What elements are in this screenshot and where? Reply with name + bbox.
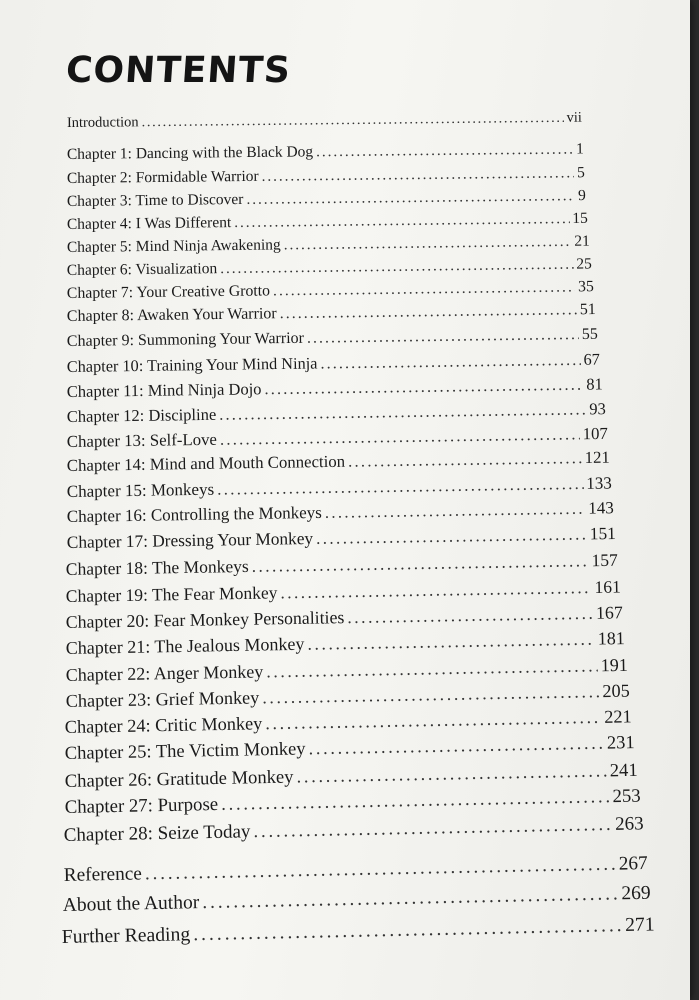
toc-entry-title: Chapter 3: Time to Discover <box>66 190 244 211</box>
toc-entry-page-number: 181 <box>597 628 625 649</box>
dot-leader <box>145 854 616 886</box>
page-title: CONTENTS <box>64 50 293 91</box>
toc-entry <box>67 278 594 303</box>
toc-entry <box>67 374 603 402</box>
toc-entry <box>67 498 614 527</box>
toc-entry-title: Chapter 23: Grief Monkey <box>65 687 260 712</box>
toc-entry <box>65 733 635 765</box>
toc-entry <box>66 577 621 607</box>
dot-leader <box>217 474 583 500</box>
toc-entry-page-number: 253 <box>612 785 641 808</box>
toc-entry <box>67 164 585 188</box>
toc-entry-page-number: 267 <box>618 852 648 875</box>
dot-leader <box>219 399 586 424</box>
toc-entry-title: Chapter 11: Mind Ninja Dojo <box>66 379 262 402</box>
toc-entry-page-number: 15 <box>572 209 588 228</box>
toc-entry-title: Chapter 1: Dancing with the Black Dog <box>66 143 314 164</box>
toc-entry-title: Chapter 18: The Monkeys <box>65 555 249 580</box>
toc-entry <box>67 210 588 234</box>
toc-entry-page-number: 55 <box>581 325 598 343</box>
dot-leader <box>308 734 604 761</box>
dot-leader <box>316 524 587 548</box>
toc-entry-page-number: 231 <box>606 733 635 754</box>
toc-entry <box>67 187 586 211</box>
toc-entry-title: Chapter 10: Training Your Mind Ninja <box>66 353 318 377</box>
dot-leader <box>142 110 564 131</box>
toc-entry-title: Reference <box>63 863 143 887</box>
dot-leader <box>266 655 598 682</box>
toc-entry-page-number: 167 <box>595 602 623 623</box>
toc-entry <box>67 473 612 502</box>
toc-entry <box>67 424 608 452</box>
toc-entry <box>67 524 616 553</box>
toc-entry-title: Chapter 4: I Was Different <box>66 214 232 234</box>
dot-leader <box>246 187 575 209</box>
toc-entry-title: Chapter 6: Visualization <box>66 260 218 280</box>
toc-entry-title: Chapter 24: Critic Monkey <box>64 713 263 738</box>
toc-entry-title: Further Reading <box>61 923 191 949</box>
dot-leader <box>220 424 580 449</box>
toc-entry-title: Chapter 8: Awaken Your Warrior <box>66 305 277 326</box>
dot-leader <box>348 448 582 472</box>
dot-leader <box>220 256 573 278</box>
toc-entry <box>67 350 600 377</box>
toc-entry-page-number: 21 <box>574 232 590 250</box>
dot-leader <box>262 164 575 185</box>
toc-entry-page-number: 161 <box>594 576 621 597</box>
toc-entry <box>67 233 590 257</box>
toc-entry-page-number: 191 <box>600 654 628 676</box>
dot-leader <box>280 577 591 603</box>
dot-leader <box>320 350 580 374</box>
toc-entry-title: Chapter 20: Fear Monkey Personalities <box>65 607 345 633</box>
toc-entry-page-number: 107 <box>582 423 608 444</box>
toc-entry-title: Chapter 26: Gratitude Monkey <box>64 766 294 793</box>
toc-entry <box>67 301 596 326</box>
toc-entry-page-number: 263 <box>614 813 644 835</box>
toc-entry-page-number: 271 <box>624 913 655 937</box>
dot-leader <box>296 760 607 788</box>
dot-leader <box>284 233 572 255</box>
toc-entry <box>67 399 606 427</box>
toc-entry <box>67 110 582 132</box>
toc-entry-title: Chapter 21: The Jealous Monkey <box>65 633 305 659</box>
toc-entry <box>66 602 623 633</box>
toc-entry-page-number: 9 <box>578 187 586 205</box>
toc-entry-title: Chapter 17: Dressing Your Monkey <box>66 528 314 553</box>
toc-entry-page-number: 269 <box>621 882 651 905</box>
toc-entry-title: Chapter 9: Summoning Your Warrior <box>66 329 305 351</box>
dot-leader <box>273 278 575 300</box>
dot-leader <box>262 681 600 708</box>
toc-entry <box>64 813 644 847</box>
toc-entry-page-number: 1 <box>576 140 584 158</box>
toc-entry-page-number: 93 <box>589 399 606 419</box>
toc-entry-page-number: 81 <box>586 374 603 394</box>
toc-entry-title: Chapter 15: Monkeys <box>66 479 215 502</box>
toc-entry-page-number: 121 <box>584 447 610 468</box>
toc-entry-title: Chapter 13: Self-Love <box>66 429 218 452</box>
dot-leader <box>265 707 601 734</box>
toc-entry-title: Chapter 16: Controlling the Monkeys <box>66 502 322 527</box>
toc-entry-title: Chapter 27: Purpose <box>64 793 219 819</box>
toc-entry <box>67 448 610 476</box>
dot-leader <box>307 326 579 348</box>
toc-entry <box>64 853 648 887</box>
toc-entry-page-number: 221 <box>604 706 632 727</box>
toc-entry-title: Chapter 28: Seize Today <box>63 821 251 847</box>
toc-entry <box>62 913 655 949</box>
toc-entry-title: Chapter 2: Formidable Warrior <box>66 167 259 188</box>
dot-leader <box>280 301 577 323</box>
toc-entry-page-number: 5 <box>577 164 585 182</box>
toc-entry-page-number: 133 <box>586 473 612 493</box>
dot-leader <box>202 883 619 914</box>
toc-entry-title: Introduction <box>66 114 139 132</box>
toc-entry-page-number: 151 <box>589 523 616 544</box>
dot-leader <box>264 375 583 400</box>
toc-entry <box>66 550 618 580</box>
toc-entry-page-number: vii <box>566 109 582 126</box>
toc-entry-page-number: 51 <box>579 300 596 319</box>
toc-entry <box>63 883 651 917</box>
toc-entry-title: Chapter 5: Mind Ninja Awakening <box>66 236 281 257</box>
toc-entry-page-number: 157 <box>591 549 618 571</box>
toc-entry <box>67 255 592 280</box>
dot-leader <box>234 210 569 232</box>
dot-leader <box>252 550 589 577</box>
toc-entry-title: About the Author <box>62 892 200 917</box>
dot-leader <box>253 814 612 843</box>
toc-entry <box>67 140 584 164</box>
toc-entry-page-number: 143 <box>588 498 614 518</box>
toc-entry-title: Chapter 25: The Victim Monkey <box>64 739 306 765</box>
toc-entry-title: Chapter 14: Mind and Mouth Connection <box>66 451 346 476</box>
toc-entry-title: Chapter 7: Your Creative Grotto <box>66 282 271 303</box>
toc-entry-page-number: 205 <box>602 680 630 702</box>
dot-leader <box>325 499 586 523</box>
toc-entry <box>66 628 625 659</box>
toc-entry-title: Chapter 12: Discipline <box>66 404 217 427</box>
toc-entry-page-number: 67 <box>583 349 600 369</box>
dot-leader <box>193 914 622 946</box>
toc-entry-page-number: 35 <box>577 278 594 296</box>
dot-leader <box>347 603 593 628</box>
toc-entry-title: Chapter 19: The Fear Monkey <box>65 582 278 607</box>
dot-leader <box>307 629 595 655</box>
dot-leader <box>221 786 610 816</box>
toc-entry-page-number: 241 <box>609 759 638 782</box>
toc-entry-page-number: 25 <box>576 255 592 273</box>
toc-entry-title: Chapter 22: Anger Monkey <box>65 661 264 686</box>
toc-entry <box>65 706 632 738</box>
dot-leader <box>316 141 573 162</box>
toc-entry <box>67 326 598 351</box>
